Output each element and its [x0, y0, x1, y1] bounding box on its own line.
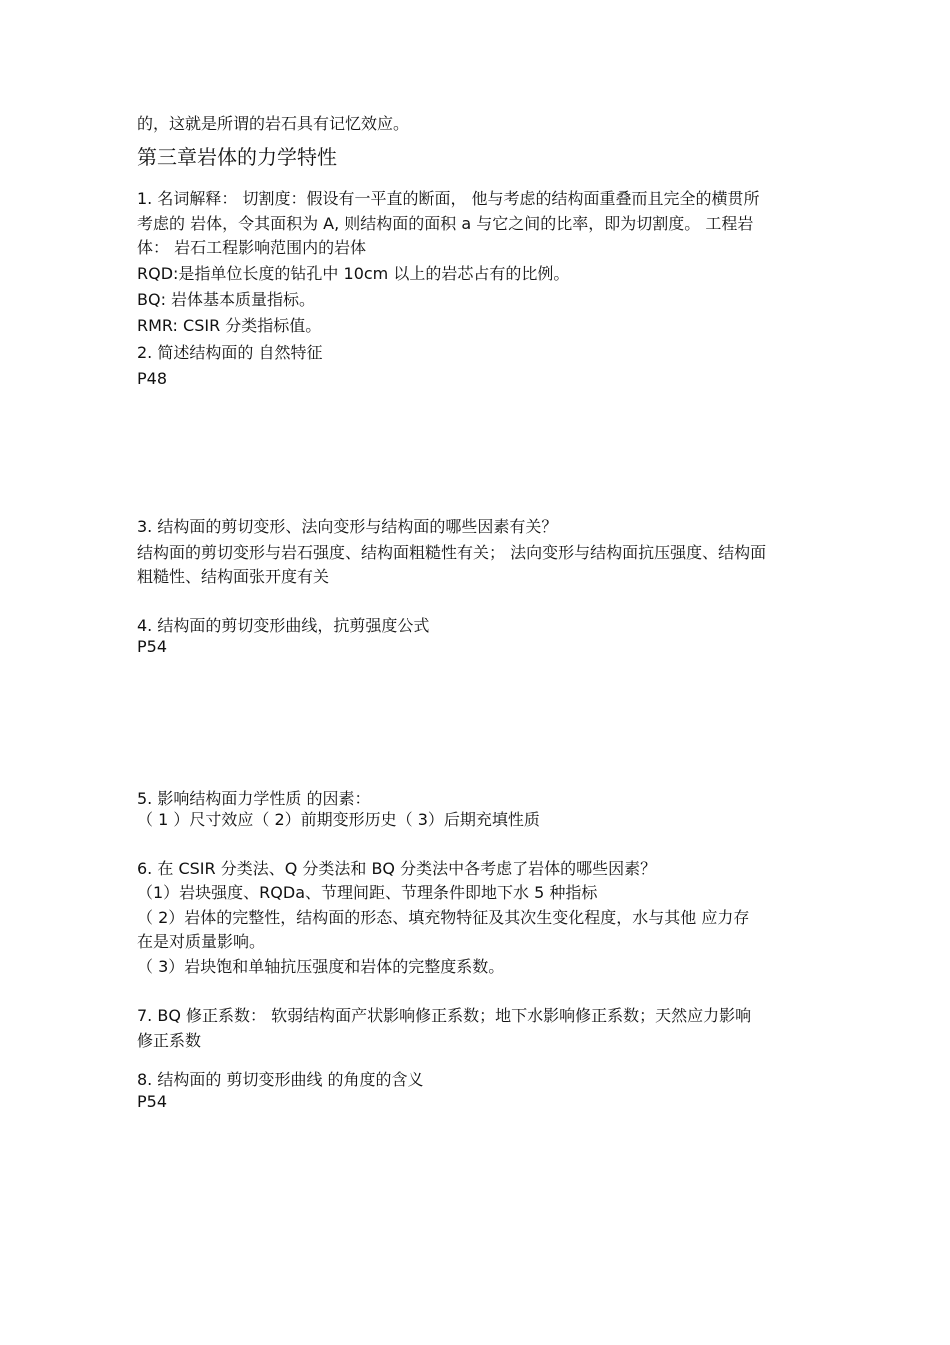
q3-answer-2: 粗糙性、结构面张开度有关 [137, 567, 330, 586]
q1-definition-cont-2: 体： 岩石工程影响范围内的岩体 [137, 238, 367, 257]
q6-answer-2: （ 2）岩体的完整性，结构面的形态、填充物特征及其次生变化程度，水与其他 应力存 [137, 908, 750, 927]
chapter-title: 第三章岩体的力学特性 [137, 145, 337, 169]
q2-page-ref: P48 [137, 369, 168, 388]
q3-heading: 3. 结构面的剪切变形、法向变形与结构面的哪些因素有关？ [137, 517, 558, 536]
q8-heading: 8. 结构面的 剪切变形曲线 的角度的含义 [137, 1070, 424, 1089]
q6-answer-1: （1）岩块强度、RQDa、节理间距、节理条件即地下水 5 种指标 [137, 883, 598, 902]
q4-heading: 4. 结构面的剪切变形曲线，抗剪强度公式 [137, 616, 430, 635]
q5-heading: 5. 影响结构面力学性质 的因素： [137, 789, 371, 808]
q1-definition-cont-1: 考虑的 岩体，令其面积为 A, 则结构面的面积 a 与它之间的比率，即为切割度。 工程岩 [137, 214, 754, 233]
q5-answer: （ 1 ）尺寸效应（ 2）前期变形历史（ 3）后期充填性质 [137, 810, 540, 829]
q7-heading-cont: 修正系数 [137, 1031, 202, 1050]
q6-answer-3: （ 3）岩块饱和单轴抗压强度和岩体的完整度系数。 [137, 957, 505, 976]
q1-definition-cut-degree: 1. 名词解释： 切割度：假设有一平直的断面， 他与考虑的结构面重叠而且完全的横贯所 [137, 189, 760, 208]
rqd-definition: RQD:是指单位长度的钻孔中 10cm 以上的岩芯占有的比例。 [137, 264, 570, 283]
bq-definition: BQ: 岩体基本质量指标。 [137, 290, 316, 309]
q6-answer-2-cont: 在是对质量影响。 [137, 932, 266, 951]
q6-heading: 6. 在 CSIR 分类法、Q 分类法和 BQ 分类法中各考虑了岩体的哪些因素？ [137, 859, 657, 878]
q2-heading: 2. 简述结构面的 自然特征 [137, 343, 323, 362]
q8-page-ref: P54 [137, 1092, 168, 1111]
q4-page-ref: P54 [137, 637, 168, 656]
q7-heading: 7. BQ 修正系数： 软弱结构面产状影响修正系数；地下水影响修正系数；天然应力影响 [137, 1006, 752, 1025]
q3-answer-1: 结构面的剪切变形与岩石强度、结构面粗糙性有关； 法向变形与结构面抗压强度、结构面 [137, 543, 767, 562]
text-line-memory-effect: 的，这就是所谓的岩石具有记忆效应。 [137, 114, 410, 133]
rmr-definition: RMR: CSIR 分类指标值。 [137, 316, 322, 335]
